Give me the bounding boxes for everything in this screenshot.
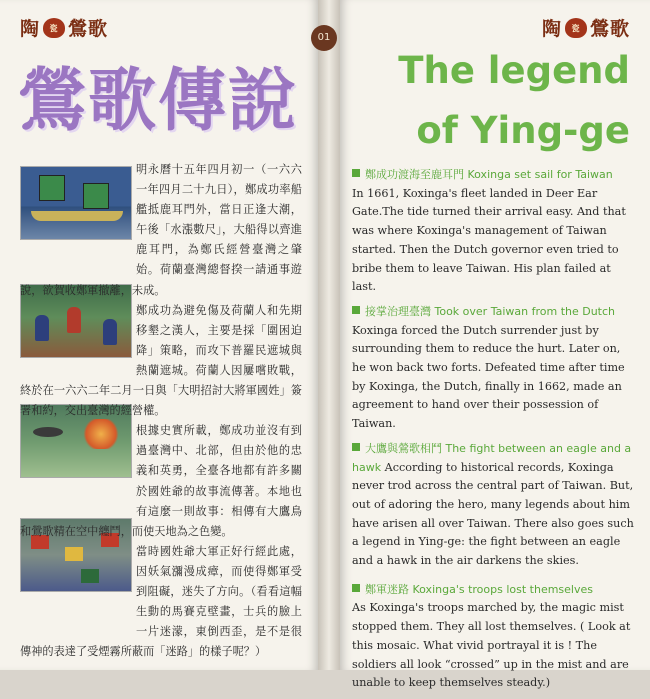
section xyxy=(352,303,634,434)
chinese-paragraph: 根據史實所載，鄭成功並沒有到過臺灣中、北部，但由於他的忠義和英勇，全臺各地都有許多關於國姓爺的故事流傳著。本地也有這麼一則故事：相傳有大鷹鳥和鶯歌精在空中纏鬥，而使天地為之色變。 xyxy=(20,424,302,538)
logo xyxy=(20,14,108,41)
chinese-body-text xyxy=(20,160,302,662)
chinese-paragraph: 明永曆十五年四月初一（一六六一年四月二十九日），鄭成功率船艦抵鹿耳門外，當日正逢大潮，午後「水漲數尺」，大船得以齊進鹿耳門，為鄭氏經營臺灣之肇始。荷蘭臺灣總督揆一請通事遊說，欲賀收鄭軍撤離，未成。 xyxy=(20,163,302,297)
logo-text-right: 鶯歌 xyxy=(589,18,630,40)
left-page xyxy=(0,0,318,670)
square-bullet-icon xyxy=(352,169,360,177)
section-heading: 接掌治理臺灣 Took over Taiwan from the Dutch xyxy=(352,303,634,322)
section-heading: 鄭成功渡海至鹿耳門 Koxinga set sail for Taiwan xyxy=(352,166,634,185)
logo xyxy=(542,14,630,41)
logo-text-left: 陶 xyxy=(20,18,41,40)
book-gutter xyxy=(318,0,340,670)
chinese-paragraph: 鄭成功為避免傷及荷蘭人和先期移墾之漢人，主要是採「圍困迫降」策略，而攻下普羅民遮城與熱蘭遮城。荷蘭人因屢嚐敗戰，終於在一六六二年二月一日與「大明招討大將軍國姓」簽署和約，交出臺灣的經營權。 xyxy=(20,303,302,418)
square-bullet-icon xyxy=(352,443,360,451)
page-title-english-line1: The legend xyxy=(398,49,630,92)
section-heading: 大鷹與鶯歌相鬥 The fight between an eagle and a hawk xyxy=(352,441,632,474)
section xyxy=(352,440,634,571)
section xyxy=(352,166,634,297)
section xyxy=(352,581,634,693)
section-heading: 鄭軍迷路 Koxinga's troops lost themselves xyxy=(352,581,634,600)
logo-text-right: 鶯歌 xyxy=(68,18,109,40)
logo-seal-icon: 瓷 xyxy=(43,18,65,38)
square-bullet-icon xyxy=(352,306,360,314)
chinese-paragraph: 當時國姓爺大軍正好行經此處，因妖氣瀰漫成瘴，而使得鄭軍受到阻礙，迷失了方向。（看看這幅生動的馬賽克壁畫，士兵的臉上一片迷濛，東倒西歪，是不是很傳神的表達了受煙霧所蔽而「迷路」的樣子呢？） xyxy=(20,544,302,659)
page-title-english-line2: of Ying-ge xyxy=(416,109,630,152)
section-body: As Koxinga's troops marched by, the magic mist stopped them. They all lost themselves. ( Look at this mosaic. What vivid portrayal it is ! The soldiers all look “crossed” up in the mist and are unable to keep themselves steady.) xyxy=(352,601,631,690)
logo-seal-icon: 瓷 xyxy=(565,18,587,38)
page-number: 01 xyxy=(311,25,337,51)
right-page xyxy=(340,0,650,690)
section-body: In 1661, Koxinga's fleet landed in Deer Ear Gate.The tide turned their arrival easy. And that was where Koxinga's management of Taiwan started. Then the Dutch governor even tried to bribe them to leave Taiwan. His plan failed at last. xyxy=(352,186,626,294)
section-body: Koxinga forced the Dutch surrender just by surrounding them to reduce the hurt. Later on, he won back two forts. Defeated time after time by Koxinga, the Dutch, finally in 1662, made an agreement to hand over their possession of Taiwan. xyxy=(352,323,625,431)
english-body-text xyxy=(352,166,634,699)
section-body: According to historical records, Koxinga never trod across the central part of Taiwan. But, out of adoring the hero, many legends about him have arisen all over Taiwan. There also goes such a legend in Ying-ge: the fight between an eagle and a hawk in the air darkens the skies. xyxy=(352,460,634,568)
page-title-chinese: 鶯歌傳說 xyxy=(18,61,299,141)
logo-text-left: 陶 xyxy=(541,18,562,40)
square-bullet-icon xyxy=(352,584,360,592)
